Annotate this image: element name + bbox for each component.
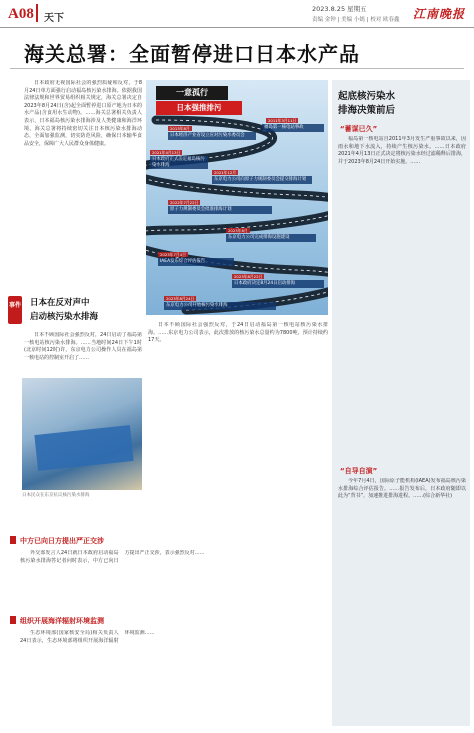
timeline-event-date: 2023年8月24日 xyxy=(166,296,195,301)
sidebar-title-1: 起底核污染水 xyxy=(338,91,396,102)
photo-caption: 日本民众在东京抗议核污染水排海 xyxy=(22,493,90,498)
article-paragraph: 日本不顾国际社会强烈反对，于24日启动福岛第一核电站核污染水排海。……东京电力公司表示，此次排放的核污染水总量约为7800吨，预计持续约17天。 xyxy=(148,322,328,344)
red-marker xyxy=(10,616,16,624)
section-divider xyxy=(36,4,38,22)
subhead-protest: 中方已向日方提出严正交涉 xyxy=(20,537,104,545)
monitoring-body xyxy=(20,630,328,726)
article-paragraph: 日本不顾国际社会强烈反对，24日启动了福岛第一核电站核污染水排海。……当地时间24日下午1时(北京时间12时)许，东京电力公司操作人员在福岛第一核电站的控制室开启了…… xyxy=(24,332,142,361)
issue-date: 2023.8.25 星期五 xyxy=(312,5,367,13)
article-body-3 xyxy=(148,322,328,532)
timeline-event-text: 日本经济产业省设立应对污染水委员会 xyxy=(168,132,256,140)
sidebar-paragraph: 福岛第一核电站自2011年3月发生严重事故以来，因雨水和地下水流入，持续产生核污染水。……日本政府2021年4月13日正式决定将核污染水经过滤稀释后排海，并于2023年8月24日开始实施。…… xyxy=(338,136,466,165)
timeline-event-text: IAEA发布综合评估报告 xyxy=(158,258,234,266)
timeline-event-date: 2023年7月4日 xyxy=(160,252,186,257)
timeline-event-text: 福岛第一核电站事故 xyxy=(262,124,324,132)
timeline-event-date: 2022年7月22日 xyxy=(170,200,199,205)
article-paragraph: 生态环境部(国家核安全局)相关负责人24日表示，生态环境部将组织开展海洋辐射环境监测…… xyxy=(20,630,155,644)
event-caption-2: 启动核污染水排海 xyxy=(30,312,99,322)
headline-rule xyxy=(10,68,464,69)
sidebar-body-1 xyxy=(338,136,466,398)
headline: 海关总署：全面暂停进口日本水产品 xyxy=(24,42,360,66)
article-body-1 xyxy=(24,80,142,276)
timeline-event-date: 2013年8月 xyxy=(170,126,190,131)
subhead-monitoring: 组织开展海洋辐射环境监测 xyxy=(20,617,104,625)
red-marker xyxy=(10,536,16,544)
sidebar-body-2 xyxy=(338,478,466,722)
timeline-event-text: 原子力规制委员会批准排海计划 xyxy=(168,206,272,214)
timeline-title-1: 一意孤行 xyxy=(156,86,228,100)
article-body-2 xyxy=(24,332,142,374)
event-caption-1: 日本在反对声中 xyxy=(30,298,90,308)
sidebar-subhead-2: “自导自演” xyxy=(340,467,378,475)
timeline-event-text: 东京电力公司向原子力规制委员会提交排海计划 xyxy=(212,176,312,184)
timeline-event-text: 日本政府正式决定福岛核污染水排海 xyxy=(150,156,208,169)
editors-line: 责编 金钟 | 美编 小嫣 | 校对 欧春鑫 xyxy=(312,17,400,23)
event-tag xyxy=(8,296,22,324)
timeline-event-text: 日本政府决定8月24日启动排海 xyxy=(232,280,324,288)
event-tag-label: 事件 xyxy=(8,302,21,309)
page-number: A08 xyxy=(8,6,34,22)
article-paragraph: 日本政府无视国际社会的强烈质疑和反对，于8月24日单方面强行启动福岛核污染水排海。依据我国法律法规和世界贸易组织相关规定，海关总署决定自2023年8月24日(含)起全面暂停进口原产地为日本的水产品(含食用水生动物)。……海关总署相关负责人表示，日本福岛核污染水排海涉及人类健康和海洋环境，海关总署将持续密切关注日本核污染水排海动态，全面加强监测，切实防范风险，确保日本输华食品安全，保障广大人民群众身体健康。 xyxy=(24,80,142,147)
timeline-event-date: 2021年12月 xyxy=(214,170,237,175)
masthead-logo: 江南晚报 xyxy=(412,7,465,21)
timeline-event-text: 东京电力公司开始核污染水排海 xyxy=(164,302,276,310)
timeline-title-2: 日本强推排污 xyxy=(156,101,242,115)
sidebar-subhead-1: “蓄谋已久” xyxy=(340,125,378,133)
timeline-event-date: 2023年6月 xyxy=(228,228,248,233)
protest-body xyxy=(20,550,328,610)
sidebar-paragraph: 今年7月4日，国际原子能机构(IAEA)发布福岛核污染水排海综合评估报告。……报告发布后，日本政府随即以此为“背书”，加速推进排海进程。……(综合新华社) xyxy=(338,478,466,500)
timeline-event-text: 东京电力公司完成排海设施建设 xyxy=(226,234,316,242)
timeline-event-date: 2021年4月13日 xyxy=(152,150,181,155)
timeline-event-date: 2011年3月11日 xyxy=(268,118,297,123)
page-header xyxy=(0,0,474,28)
timeline-event-date: 2023年8月22日 xyxy=(234,274,263,279)
section-name: 天下 xyxy=(44,13,64,24)
sidebar-title-2: 排海决策前后 xyxy=(338,105,396,116)
article-paragraph: 外交部发言人24日就日本政府启动福岛核污染水排海答记者问时表示，中方已向日方提出严正交涉，表示强烈反对…… xyxy=(20,550,205,564)
